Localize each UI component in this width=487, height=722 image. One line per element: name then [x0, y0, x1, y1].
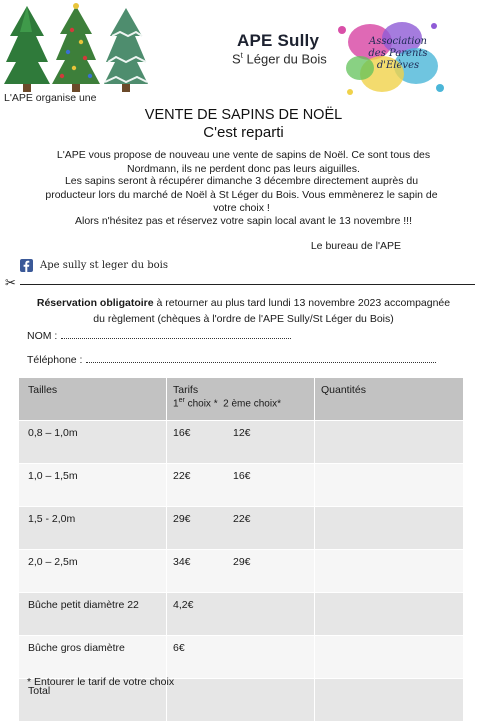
organisation-name: APE Sully — [237, 31, 320, 50]
scissors-icon: ✂ — [5, 275, 16, 290]
prix-1er-choix[interactable]: 29€ — [173, 513, 191, 525]
taille-cell: 1,5 - 2,0m — [19, 507, 167, 550]
header-tailles: Tailles — [19, 378, 167, 421]
quantite-cell[interactable] — [315, 636, 464, 679]
taille-cell: 1,0 – 1,5m — [19, 464, 167, 507]
facebook-icon[interactable] — [20, 259, 33, 272]
prix-1er-choix[interactable]: 4,2€ — [173, 599, 194, 611]
cut-line-divider — [20, 284, 475, 285]
total-tarif-cell[interactable] — [167, 679, 315, 722]
taille-cell: 0,8 – 1,0m — [19, 421, 167, 464]
table-row — [19, 421, 464, 464]
prix-1er-choix[interactable]: 16€ — [173, 427, 191, 439]
order-table — [18, 377, 464, 722]
organisation-place: $S^t$ Léger du Bois — [232, 51, 327, 67]
table-header-row — [19, 378, 464, 421]
prix-2eme-choix[interactable]: 29€ — [233, 556, 251, 568]
taille-cell: Bûche gros diamètre — [19, 636, 167, 679]
quantite-cell[interactable] — [315, 593, 464, 636]
header-choix: 1er choix * 2 ème choix* — [173, 397, 281, 410]
signature: Le bureau de l'APE — [310, 240, 401, 252]
telephone-field[interactable]: Téléphone : — [27, 354, 436, 366]
quantite-cell[interactable] — [315, 464, 464, 507]
table-row — [19, 636, 464, 679]
reservation-payment-note: du règlement (chèques à l'ordre de l'APE Sully/St Léger du Bois) — [93, 313, 394, 325]
ape-organise-text: L'APE organise une — [4, 92, 97, 104]
taille-cell: Bûche petit diamètre 22 — [19, 593, 167, 636]
table-row — [19, 464, 464, 507]
prix-2eme-choix[interactable]: 22€ — [233, 513, 251, 525]
quantite-cell[interactable] — [315, 421, 464, 464]
total-quantite-cell[interactable] — [315, 679, 464, 722]
header-tarifs: Tarifs 1er choix * 2 ème choix* — [167, 378, 315, 421]
christmas-tree-icon — [4, 6, 50, 92]
intro-paragraph-3: Alors n'hésitez pas et réservez votre sapin local avant le 13 novembre !!! — [74, 215, 412, 227]
intro-paragraph-2: Les sapins seront à récupérer dimanche 3 décembre directement auprès du producteur lors du marché de Noël à St Léger du Bois. Vous emmènerez le sapin de votre choix ! — [45, 175, 438, 214]
tarif-cell[interactable] — [167, 550, 315, 593]
intro-paragraph-1: L'APE vous propose de nouveau une vente de sapins de Noël. Ce sont tous des Nordmann, ils ne perdent donc pas leurs aiguilles. — [56, 149, 431, 175]
tarif-cell[interactable] — [167, 507, 315, 550]
tarif-cell[interactable] — [167, 464, 315, 507]
total-label: Total — [19, 679, 167, 722]
tarif-cell[interactable] — [167, 593, 315, 636]
christmas-trees-illustration — [2, 2, 152, 94]
prix-1er-choix[interactable]: 22€ — [173, 470, 191, 482]
association-logo-text: Association des Parents d'Elèves — [368, 36, 428, 71]
footnote: * Entourer le tarif de votre choix — [27, 676, 175, 688]
prix-2eme-choix[interactable]: 12€ — [233, 427, 251, 439]
table-row — [19, 593, 464, 636]
prix-1er-choix[interactable]: 34€ — [173, 556, 191, 568]
tarif-cell[interactable] — [167, 421, 315, 464]
facebook-page-link[interactable]: Ape sully st leger du bois — [40, 260, 169, 271]
tarif-cell[interactable] — [167, 636, 315, 679]
page-subtitle: C'est reparti — [203, 124, 284, 141]
nom-dotted-line[interactable] — [61, 338, 291, 339]
decorated-christmas-tree-icon — [52, 3, 100, 92]
prix-1er-choix[interactable]: 6€ — [173, 642, 185, 654]
nom-field[interactable]: NOM : — [27, 330, 291, 342]
table-row — [19, 550, 464, 593]
prix-2eme-choix[interactable]: 16€ — [233, 470, 251, 482]
quantite-cell[interactable] — [315, 507, 464, 550]
quantite-cell[interactable] — [315, 550, 464, 593]
table-row — [19, 507, 464, 550]
snowy-christmas-tree-icon — [104, 8, 148, 92]
taille-cell: 2,0 – 2,5m — [19, 550, 167, 593]
page-title: VENTE DE SAPINS DE NOËL — [144, 107, 343, 123]
telephone-dotted-line[interactable] — [86, 362, 436, 363]
header-quantites: Quantités — [315, 378, 464, 421]
reservation-instructions: Réservation obligatoire à retourner au plus tard lundi 13 novembre 2023 accompagnée — [36, 297, 451, 309]
